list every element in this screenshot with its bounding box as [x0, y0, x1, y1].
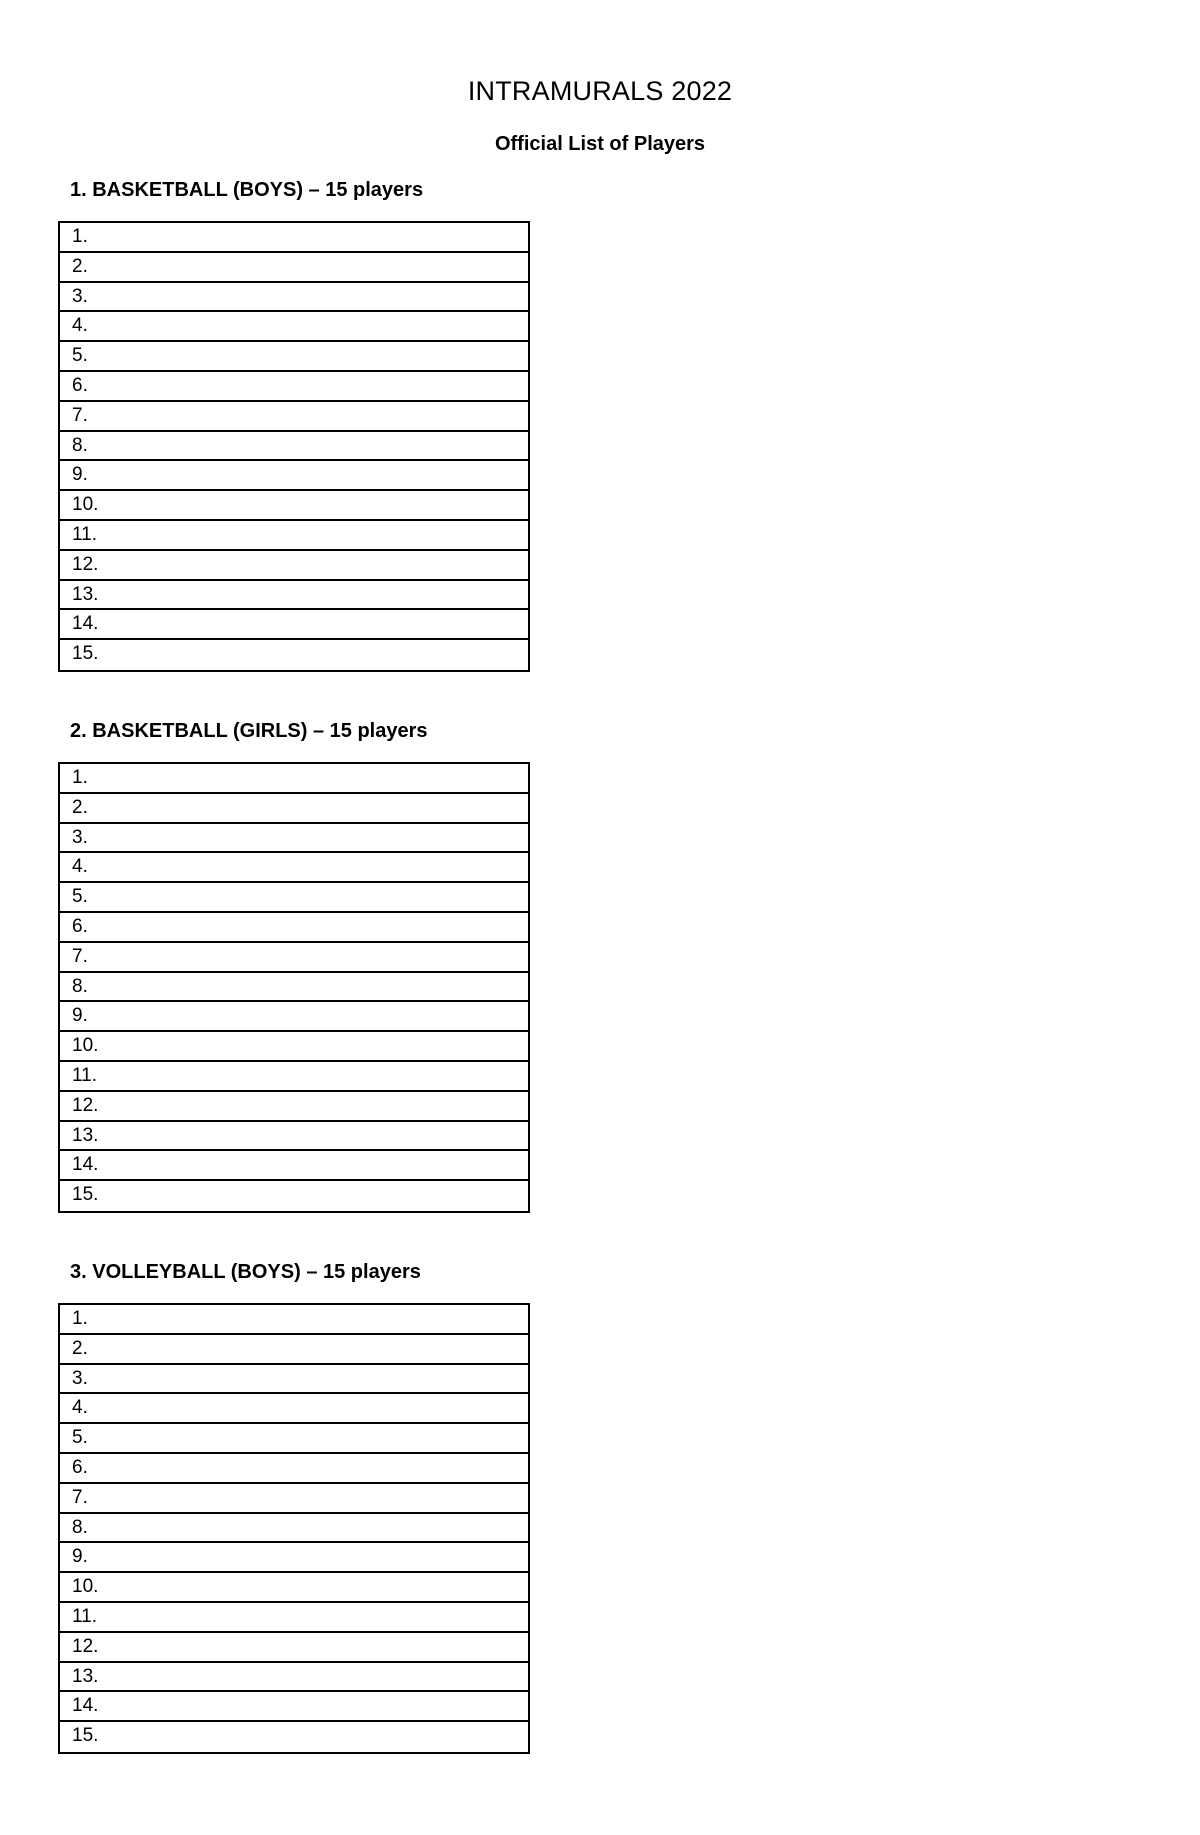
table-row: 11. [60, 1062, 528, 1092]
table-row: 1. [60, 1305, 528, 1335]
table-row: 8. [60, 973, 528, 1003]
table-row: 10. [60, 1032, 528, 1062]
table-row: 3. [60, 1365, 528, 1395]
table-row: 4. [60, 312, 528, 342]
table-row: 15. [72, 1184, 99, 1206]
table-row: 6. [60, 1454, 528, 1484]
roster-table-basketball-boys [58, 221, 530, 672]
section-heading-basketball-boys: 1. BASKETBALL (BOYS) – 15 players [70, 179, 424, 201]
table-row: 2. [60, 253, 528, 283]
table-row: 12. [60, 1092, 528, 1122]
table-row: 14. [60, 610, 528, 640]
table-row: 4. [60, 1394, 528, 1424]
table-row: 7. [60, 943, 528, 973]
table-row: 12. [60, 1633, 528, 1663]
table-row: 12. [60, 551, 528, 581]
table-row: 13. [60, 1122, 528, 1152]
table-row: 11. [60, 1603, 528, 1633]
table-row: 3. [60, 283, 528, 313]
section-heading-volleyball-boys: 3. VOLLEYBALL (BOYS) – 15 players [70, 1261, 421, 1283]
table-row: 11. [60, 521, 528, 551]
document-title: INTRAMURALS 2022 [467, 76, 733, 106]
table-row: 15. [72, 1725, 99, 1747]
table-row: 15. [72, 643, 99, 665]
table-row: 10. [60, 1573, 528, 1603]
table-row: 5. [60, 1424, 528, 1454]
table-row: 8. [60, 432, 528, 462]
roster-table-basketball-girls [58, 762, 530, 1213]
table-row: 9. [60, 1002, 528, 1032]
table-row: 7. [60, 1484, 528, 1514]
table-row: 2. [60, 794, 528, 824]
table-row: 13. [60, 1663, 528, 1693]
table-row: 14. [60, 1151, 528, 1181]
table-row: 9. [60, 1543, 528, 1573]
table-row: 6. [60, 913, 528, 943]
table-row: 5. [60, 883, 528, 913]
table-row: 2. [60, 1335, 528, 1365]
table-row: 14. [60, 1692, 528, 1722]
table-row: 4. [60, 853, 528, 883]
section-heading-basketball-girls: 2. BASKETBALL (GIRLS) – 15 players [70, 720, 428, 742]
roster-table-volleyball-boys [58, 1303, 530, 1754]
table-row: 6. [60, 372, 528, 402]
table-row: 9. [60, 461, 528, 491]
table-row: 8. [60, 1514, 528, 1544]
document-subtitle: Official List of Players [494, 133, 706, 155]
table-row: 1. [60, 764, 528, 794]
table-row: 5. [60, 342, 528, 372]
table-row: 7. [60, 402, 528, 432]
table-row: 10. [60, 491, 528, 521]
table-row: 3. [60, 824, 528, 854]
table-row: 13. [60, 581, 528, 611]
table-row: 1. [60, 223, 528, 253]
